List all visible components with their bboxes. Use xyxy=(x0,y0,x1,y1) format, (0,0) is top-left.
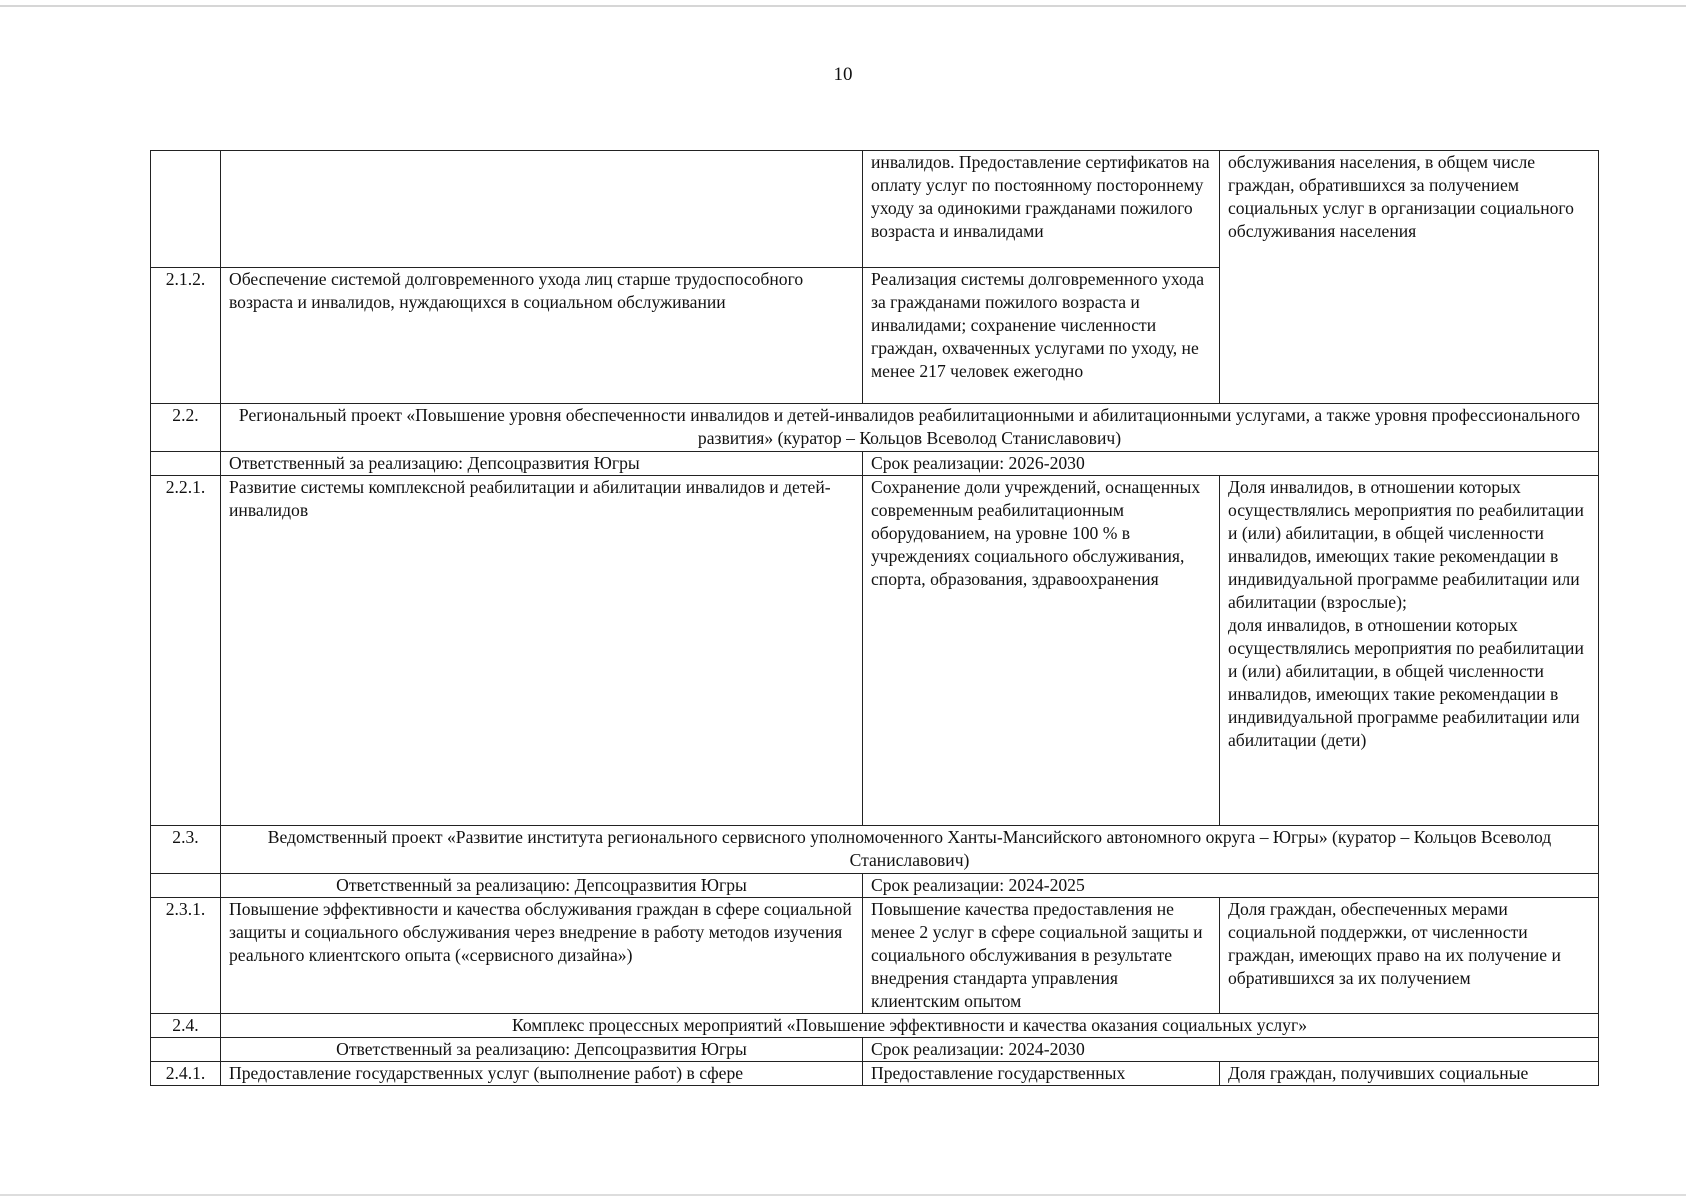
empty-cell xyxy=(151,874,221,898)
section-number-cell: 2.4. xyxy=(151,1014,221,1038)
table-row xyxy=(151,151,1599,268)
indicator-cell: обслуживания населения, в общем числе граждан, обратившихся за получением социальных услуг в организации социального обслуживания населения xyxy=(1220,151,1599,404)
section-number-cell: 2.2. xyxy=(151,404,221,452)
indicator-cell xyxy=(1220,476,1599,826)
row-number-cell: 2.3.1. xyxy=(151,898,221,1014)
result-cell: инвалидов. Предоставление сертификатов на оплату услуг по постоянному постороннему уходу за одинокими гражданами пожилого возраста и инвалидами xyxy=(863,151,1220,268)
empty-cell xyxy=(151,1038,221,1062)
indicator-children: доля инвалидов, в отношении которых осуществлялись мероприятия по реабилитации и (или) абилитации, в общей численности инвалидов, имеющих такие рекомендации в индивидуальной программе реабилитации или абилитации (дети) xyxy=(1228,615,1584,750)
row-number-cell: 2.1.2. xyxy=(151,268,221,404)
result-cell: Реализация системы долговременного ухода за гражданами пожилого возраста и инвалидами; сохранение численности граждан, охваченных услугами по уходу, не менее 217 человек ежегодно xyxy=(863,268,1220,404)
responsible-row xyxy=(151,452,1599,476)
table-row xyxy=(151,1062,1599,1086)
empty-cell xyxy=(151,452,221,476)
responsible-cell: Ответственный за реализацию: Депсоцразвития Югры xyxy=(221,1038,863,1062)
result-cell: Повышение качества предоставления не менее 2 услуг в сфере социальной защиты и социального обслуживания в результате внедрения стандарта управления клиентским опытом xyxy=(863,898,1220,1014)
program-table xyxy=(150,150,1599,1086)
section-title-cell: Региональный проект «Повышение уровня обеспеченности инвалидов и детей-инвалидов реабилитационными и абилитационными услугами, а также уровня профессионального развития» (куратор – Кольцов Всеволод Станиславович) xyxy=(221,404,1599,452)
responsible-row xyxy=(151,874,1599,898)
section-header-row xyxy=(151,826,1599,874)
row-number-cell xyxy=(151,151,221,268)
task-cell: Повышение эффективности и качества обслуживания граждан в сфере социальной защиты и социального обслуживания через внедрение в работу методов изучения реального клиентского опыта («сервисного дизайна») xyxy=(221,898,863,1014)
row-number-cell: 2.2.1. xyxy=(151,476,221,826)
result-cell: Предоставление государственных xyxy=(863,1062,1220,1086)
section-header-row xyxy=(151,404,1599,452)
task-cell: Предоставление государственных услуг (выполнение работ) в сфере xyxy=(221,1062,863,1086)
result-cell: Сохранение доли учреждений, оснащенных современным реабилитационным оборудованием, на уровне 100 % в учреждениях социального обслуживания, спорта, образования, здравоохранения xyxy=(863,476,1220,826)
scan-edge-bottom xyxy=(0,1194,1686,1196)
task-cell: Развитие системы комплексной реабилитации и абилитации инвалидов и детей-инвалидов xyxy=(221,476,863,826)
section-title-cell: Комплекс процессных мероприятий «Повышение эффективности и качества оказания социальных услуг» xyxy=(221,1014,1599,1038)
responsible-cell: Ответственный за реализацию: Депсоцразвития Югры xyxy=(221,874,863,898)
indicator-adults: Доля инвалидов, в отношении которых осуществлялись мероприятия по реабилитации и (или) абилитации, в общей численности инвалидов, имеющих такие рекомендации в индивидуальной программе реабилитации или абилитации (взрослые); xyxy=(1228,477,1584,612)
term-cell: Срок реализации: 2024-2030 xyxy=(863,1038,1599,1062)
table-row xyxy=(151,898,1599,1014)
term-cell: Срок реализации: 2024-2025 xyxy=(863,874,1599,898)
page-number: 10 xyxy=(833,64,853,85)
responsible-row xyxy=(151,1038,1599,1062)
scan-edge-top xyxy=(0,5,1686,7)
term-cell: Срок реализации: 2026-2030 xyxy=(863,452,1599,476)
indicator-cell: Доля граждан, обеспеченных мерами социальной поддержки, от численности граждан, имеющих право на их получение и обратившихся за их получением xyxy=(1220,898,1599,1014)
responsible-cell: Ответственный за реализацию: Депсоцразвития Югры xyxy=(221,452,863,476)
section-number-cell: 2.3. xyxy=(151,826,221,874)
task-cell: Обеспечение системой долговременного ухода лиц старше трудоспособного возраста и инвалидов, нуждающихся в социальном обслуживании xyxy=(221,268,863,404)
row-number-cell: 2.4.1. xyxy=(151,1062,221,1086)
section-header-row xyxy=(151,1014,1599,1038)
indicator-cell: Доля граждан, получивших социальные xyxy=(1220,1062,1599,1086)
task-cell xyxy=(221,151,863,268)
table-row xyxy=(151,476,1599,826)
section-title-cell: Ведомственный проект «Развитие института регионального сервисного уполномоченного Ханты-Мансийского автономного округа – Югры» (куратор – Кольцов Всеволод Станиславович) xyxy=(221,826,1599,874)
